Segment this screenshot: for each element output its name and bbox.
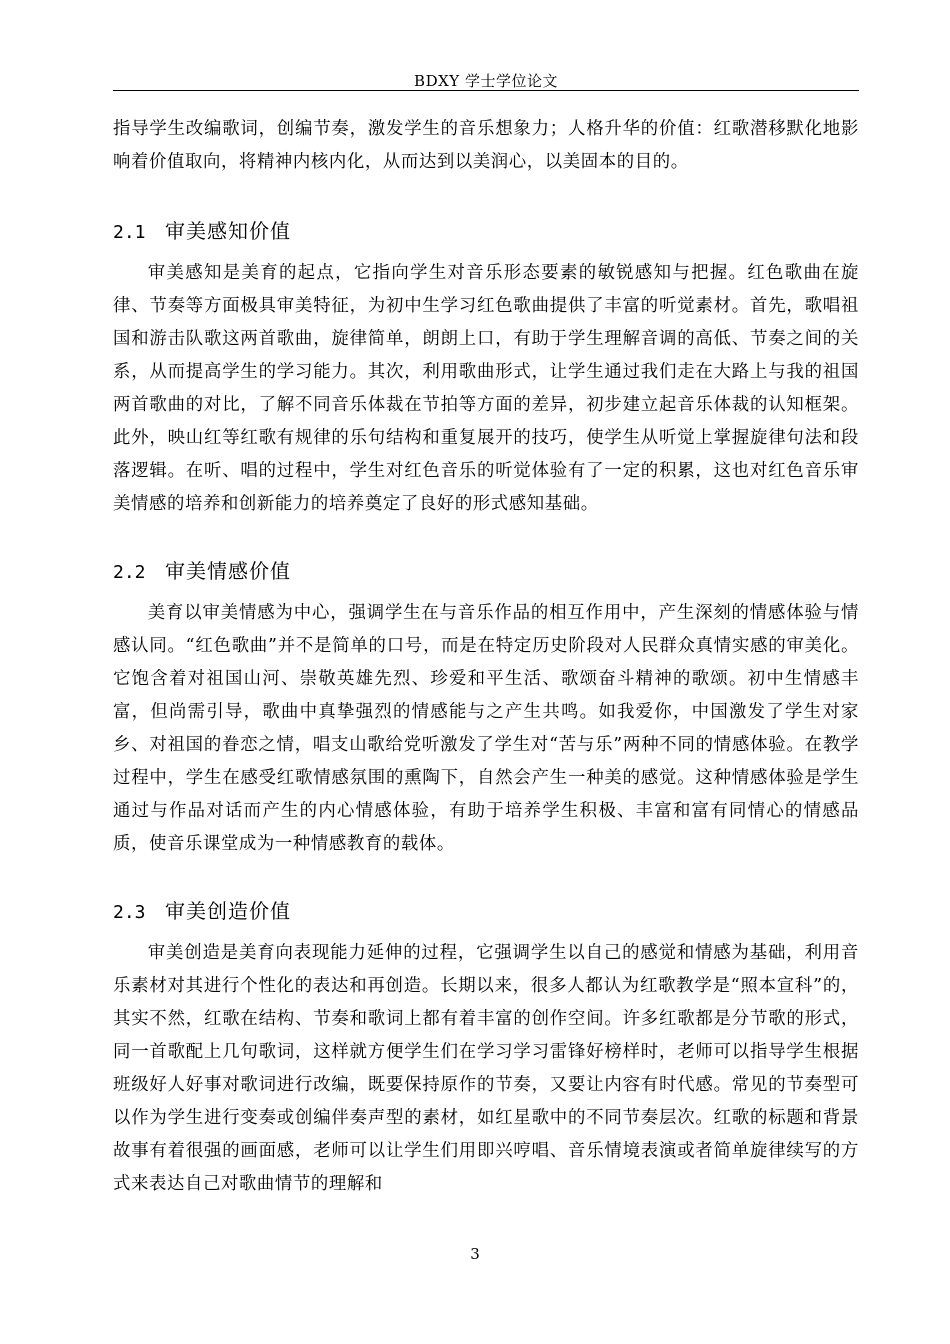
section-heading-2-1 xyxy=(113,217,859,247)
section-number: 2.2 xyxy=(113,562,146,583)
section-title: 审美情感价值 xyxy=(165,559,291,583)
section-title: 审美创造价值 xyxy=(165,899,291,923)
section-body-2-1: 审美感知是美育的起点，它指向学生对音乐形态要素的敏锐感知与把握。红色歌曲在旋律、节奏等方面极具审美特征，为初中生学习红色歌曲提供了丰富的听觉素材。首先，歌唱祖国和游击队歌这两首歌曲，旋律简单，朗朗上口，有助于学生理解音调的高低、节奏之间的关系，从而提高学生的学习能力。其次，利用歌曲形式，让学生通过我们走在大路上与我的祖国两首歌曲的对比，了解不同音乐体裁在节拍等方面的差异，初步建立起音乐体裁的认知框架。此外，映山红等红歌有规律的乐句结构和重复展开的技巧，使学生从听觉上掌握旋律句法和段落逻辑。在听、唱的过程中，学生对红色音乐的听觉体验有了一定的积累，这也对红色音乐审美情感的培养和创新能力的培养奠定了良好的形式感知基础。 xyxy=(113,263,859,514)
section-number: 2.1 xyxy=(113,222,146,243)
section-heading-2-2 xyxy=(113,557,859,587)
section-number: 2.3 xyxy=(113,902,146,923)
header-rule xyxy=(113,90,859,91)
section-heading-2-3 xyxy=(113,897,859,927)
section-title: 审美感知价值 xyxy=(165,219,291,243)
section-body-2-3: 审美创造是美育向表现能力延伸的过程，它强调学生以自己的感觉和情感为基础，利用音乐素材对其进行个性化的表达和再创造。长期以来，很多人都认为红歌教学是“照本宣科”的，其实不然，红歌在结构、节奏和歌词上都有着丰富的创作空间。许多红歌都是分节歌的形式，同一首歌配上几句歌词，这样就方便学生们在学习学习雷锋好榜样时，老师可以指导学生根据班级好人好事对歌词进行改编，既要保持原作的节奏，又要让内容有时代感。常见的节奏型可以作为学生进行变奏或创编伴奏声型的素材，如红星歌中的不同节奏层次。红歌的标题和背景故事有着很强的画面感，老师可以让学生们用即兴哼唱、音乐情境表演或者简单旋律续写的方式来表达自己对歌曲情节的理解和 xyxy=(113,943,859,1194)
page-number: 3 xyxy=(470,1245,480,1263)
page-content xyxy=(113,113,859,1201)
running-header: BDXY 学士学位论文 xyxy=(414,72,558,90)
section-body-2-2: 美育以审美情感为中心，强调学生在与音乐作品的相互作用中，产生深刻的情感体验与情感认同。“红色歌曲”并不是简单的口号，而是在特定历史阶段对人民群众真情实感的审美化。它饱含着对祖国山河、崇敬英雄先烈、珍爱和平生活、歌颂奋斗精神的歌颂。初中生情感丰富，但尚需引导，歌曲中真挚强烈的情感能与之产生共鸣。如我爱你，中国激发了学生对家乡、对祖国的眷恋之情，唱支山歌给党听激发了学生对“苦与乐”两种不同的情感体验。在教学过程中，学生在感受红歌情感氛围的熏陶下，自然会产生一种美的感觉。这种情感体验是学生通过与作品对话而产生的内心情感体验，有助于培养学生积极、丰富和富有同情心的情感品质，使音乐课堂成为一种情感教育的载体。 xyxy=(113,603,859,854)
intro-paragraph: 指导学生改编歌词，创编节奏，激发学生的音乐想象力；人格升华的价值：红歌潜移默化地影响着价值取向，将精神内核内化，从而达到以美润心，以美固本的目的。 xyxy=(113,119,859,172)
